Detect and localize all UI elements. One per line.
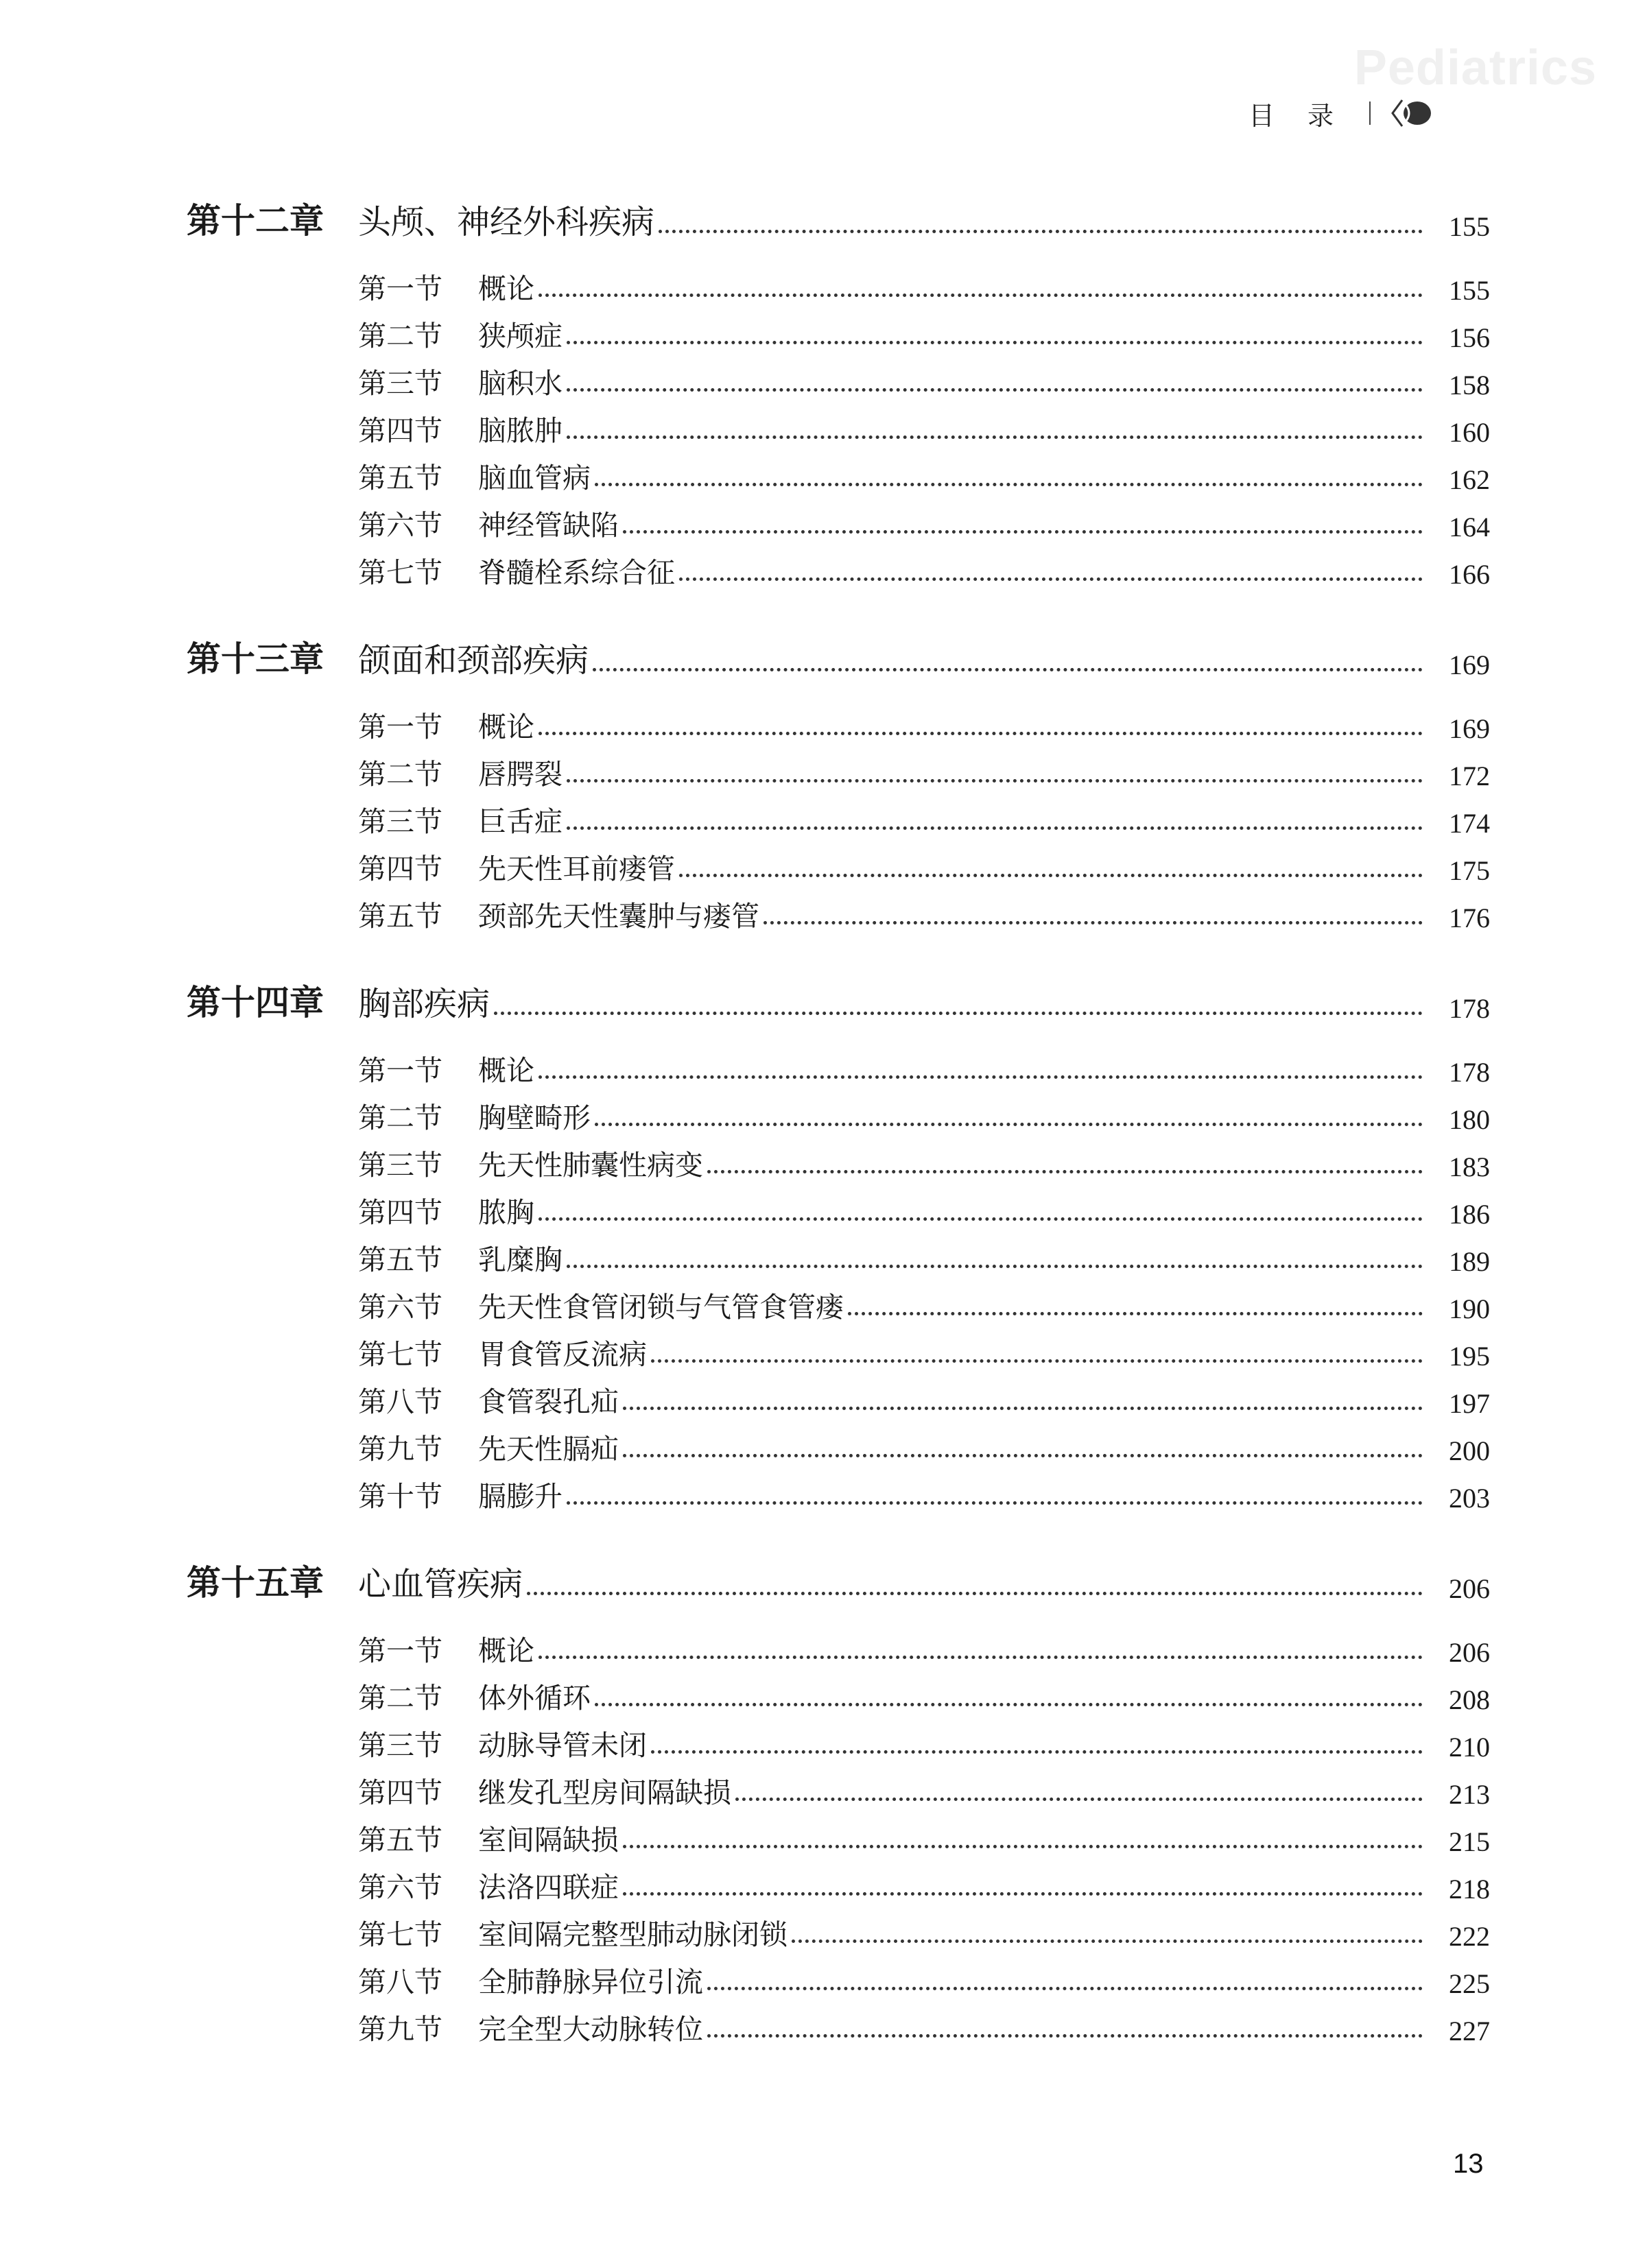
- section-title: 脑积水: [478, 367, 563, 400]
- section-page-number: 218: [1449, 1874, 1490, 1905]
- section-number: 第四节: [358, 1776, 442, 1809]
- toc-section-entry[interactable]: [187, 839, 1490, 887]
- section-title: 胸壁畸形: [478, 1101, 591, 1134]
- dot-leader: [595, 483, 1423, 486]
- dot-leader: [539, 1656, 1423, 1659]
- dot-leader: [623, 1892, 1423, 1896]
- section-title: 概论: [478, 1054, 534, 1087]
- section-number: 第三节: [358, 805, 442, 838]
- chapter-number: 第十二章: [187, 201, 324, 241]
- toc-section-entry[interactable]: [187, 1041, 1490, 1088]
- dot-leader: [539, 1075, 1423, 1079]
- dot-leader: [567, 779, 1423, 783]
- dot-leader: [567, 341, 1423, 344]
- section-title: 完全型大动脉转位: [478, 2013, 703, 2046]
- section-number: 第一节: [358, 711, 442, 743]
- section-number: 第六节: [358, 509, 442, 542]
- dot-leader: [567, 826, 1423, 830]
- section-page-number: 156: [1449, 322, 1490, 353]
- toc-section-entry[interactable]: [187, 697, 1490, 745]
- section-title: 狭颅症: [478, 320, 563, 353]
- section-number: 第八节: [358, 1385, 442, 1418]
- section-number: 第五节: [358, 900, 442, 933]
- dot-leader: [527, 1592, 1423, 1595]
- toc-section-entry[interactable]: [187, 1905, 1490, 1953]
- section-number: 第九节: [358, 2013, 442, 2046]
- section-number: 第四节: [358, 414, 442, 447]
- toc-section-entry[interactable]: [187, 307, 1490, 354]
- section-title: 概论: [478, 711, 534, 743]
- chapter-page-number: 155: [1449, 211, 1490, 242]
- chapter-title: 头颅、神经外科疾病: [358, 203, 655, 241]
- section-title: 膈膨升: [478, 1480, 563, 1513]
- section-page-number: 215: [1449, 1826, 1490, 1857]
- toc-section-entry[interactable]: [187, 1858, 1490, 1905]
- toc-section-entry[interactable]: [187, 496, 1490, 543]
- section-title: 全肺静脉异位引流: [478, 1966, 703, 1998]
- dot-leader: [707, 1170, 1423, 1173]
- dot-leader: [659, 230, 1423, 233]
- toc-section-entry[interactable]: [187, 449, 1490, 496]
- toc-section-entry[interactable]: [187, 1716, 1490, 1763]
- section-title: 室间隔完整型肺动脉闭锁: [478, 1918, 788, 1951]
- section-title: 先天性膈疝: [478, 1433, 619, 1466]
- dot-leader: [679, 577, 1423, 581]
- section-title: 先天性食管闭锁与气管食管瘘: [478, 1291, 844, 1324]
- section-page-number: 203: [1449, 1483, 1490, 1514]
- toc-section-entry[interactable]: [187, 1763, 1490, 1811]
- section-number: 第四节: [358, 1196, 442, 1229]
- dot-leader: [494, 1012, 1423, 1015]
- section-number: 第五节: [358, 1243, 442, 1276]
- section-number: 第三节: [358, 1729, 442, 1762]
- section-title: 神经管缺陷: [478, 509, 619, 542]
- page-number: 13: [1453, 2149, 1484, 2179]
- section-page-number: 183: [1449, 1151, 1490, 1182]
- section-title: 脑脓肿: [478, 414, 563, 447]
- section-number: 第七节: [358, 1918, 442, 1951]
- chapter-title: 颌面和颈部疾病: [358, 641, 589, 680]
- dot-leader: [651, 1750, 1423, 1754]
- section-number: 第五节: [358, 462, 442, 494]
- dot-leader: [679, 874, 1423, 877]
- section-page-number: 174: [1449, 808, 1490, 839]
- section-number: 第九节: [358, 1433, 442, 1466]
- chapter-page-number: 178: [1449, 993, 1490, 1024]
- running-header: [1248, 93, 1436, 134]
- running-title: 目录: [1248, 100, 1367, 131]
- toc-section-entry[interactable]: [187, 1811, 1490, 1858]
- dot-leader: [539, 294, 1423, 297]
- dot-leader: [707, 2034, 1423, 2038]
- section-page-number: 164: [1449, 512, 1490, 542]
- section-number: 第七节: [358, 556, 442, 589]
- section-page-number: 176: [1449, 903, 1490, 933]
- section-number: 第一节: [358, 1634, 442, 1667]
- section-number: 第六节: [358, 1291, 442, 1324]
- chapter-title: 心血管疾病: [358, 1565, 523, 1603]
- section-page-number: 180: [1449, 1104, 1490, 1135]
- section-number: 第八节: [358, 1966, 442, 1998]
- section-title: 概论: [478, 272, 534, 305]
- section-title: 脊髓栓系综合征: [478, 556, 675, 589]
- header-divider: [1369, 102, 1371, 125]
- dot-leader: [539, 1217, 1423, 1221]
- dot-leader: [792, 1939, 1423, 1943]
- dot-leader: [567, 1265, 1423, 1268]
- section-number: 第二节: [358, 320, 442, 353]
- dot-leader: [593, 668, 1423, 671]
- toc-section-entry[interactable]: [187, 1372, 1490, 1420]
- section-title: 概论: [478, 1634, 534, 1667]
- section-number: 第二节: [358, 1101, 442, 1134]
- section-number: 第七节: [358, 1338, 442, 1371]
- section-page-number: 172: [1449, 761, 1490, 791]
- section-title: 脑血管病: [478, 462, 591, 494]
- toc-chapter-entry[interactable]: [187, 199, 1490, 243]
- dot-leader: [595, 1123, 1423, 1126]
- section-page-number: 155: [1449, 275, 1490, 306]
- section-number: 第三节: [358, 367, 442, 400]
- chapter-number: 第十三章: [187, 639, 324, 679]
- toc-section-entry[interactable]: [187, 1669, 1490, 1716]
- toc-section-entry[interactable]: [187, 1621, 1490, 1669]
- toc-section-entry[interactable]: [187, 2000, 1490, 2047]
- dot-leader: [623, 1407, 1423, 1410]
- section-page-number: 222: [1449, 1921, 1490, 1952]
- dot-leader: [707, 1987, 1423, 1990]
- section-page-number: 200: [1449, 1435, 1490, 1466]
- section-title: 先天性耳前瘘管: [478, 852, 675, 885]
- section-title: 体外循环: [478, 1682, 591, 1715]
- chapter-number: 第十五章: [187, 1563, 324, 1603]
- section-page-number: 225: [1449, 1968, 1490, 1999]
- section-title: 乳糜胸: [478, 1243, 563, 1276]
- section-number: 第十节: [358, 1480, 442, 1513]
- toc-section-entry[interactable]: [187, 1136, 1490, 1183]
- section-title: 继发孔型房间隔缺损: [478, 1776, 731, 1809]
- section-number: 第一节: [358, 272, 442, 305]
- toc-section-entry[interactable]: [187, 1183, 1490, 1230]
- section-page-number: 160: [1449, 417, 1490, 448]
- toc-section-entry[interactable]: [187, 354, 1490, 401]
- toc-section-entry[interactable]: [187, 543, 1490, 590]
- section-page-number: 162: [1449, 464, 1490, 495]
- section-page-number: 186: [1449, 1199, 1490, 1230]
- section-title: 动脉导管未闭: [478, 1729, 647, 1762]
- section-title: 巨舌症: [478, 805, 563, 838]
- chapter-page-number: 206: [1449, 1573, 1490, 1604]
- section-page-number: 213: [1449, 1779, 1490, 1810]
- toc-section-entry[interactable]: [187, 1953, 1490, 2000]
- section-page-number: 169: [1449, 713, 1490, 744]
- dot-leader: [595, 1703, 1423, 1706]
- section-page-number: 190: [1449, 1293, 1490, 1324]
- book-logo-icon: [1388, 97, 1436, 129]
- section-number: 第二节: [358, 758, 442, 791]
- section-page-number: 208: [1449, 1684, 1490, 1715]
- section-number: 第五节: [358, 1824, 442, 1857]
- toc-section-entry[interactable]: [187, 745, 1490, 792]
- section-title: 脓胸: [478, 1196, 534, 1229]
- dot-leader: [848, 1312, 1423, 1315]
- toc-chapter-entry[interactable]: [187, 637, 1490, 681]
- dot-leader: [567, 1501, 1423, 1505]
- dot-leader: [764, 921, 1423, 924]
- section-number: 第六节: [358, 1871, 442, 1904]
- chapter-title: 胸部疾病: [358, 985, 490, 1023]
- toc-chapter-entry[interactable]: [187, 1561, 1490, 1605]
- section-page-number: 206: [1449, 1637, 1490, 1668]
- section-page-number: 175: [1449, 855, 1490, 886]
- section-page-number: 227: [1449, 2016, 1490, 2046]
- toc-section-entry[interactable]: [187, 1278, 1490, 1325]
- section-number: 第三节: [358, 1149, 442, 1182]
- chapter-page-number: 169: [1449, 649, 1490, 680]
- section-title: 先天性肺囊性病变: [478, 1149, 703, 1182]
- section-page-number: 158: [1449, 370, 1490, 401]
- section-title: 室间隔缺损: [478, 1824, 619, 1857]
- toc-section-entry[interactable]: [187, 1420, 1490, 1467]
- toc-section-entry[interactable]: [187, 1230, 1490, 1278]
- dot-leader: [539, 732, 1423, 735]
- section-title: 胃食管反流病: [478, 1338, 647, 1371]
- dot-leader: [567, 435, 1423, 439]
- section-page-number: 166: [1449, 559, 1490, 590]
- section-number: 第一节: [358, 1054, 442, 1087]
- toc-section-entry[interactable]: [187, 887, 1490, 934]
- section-title: 颈部先天性囊肿与瘘管: [478, 900, 759, 933]
- section-title: 唇腭裂: [478, 758, 563, 791]
- dot-leader: [567, 388, 1423, 392]
- toc-section-entry[interactable]: [187, 401, 1490, 449]
- dot-leader: [623, 1845, 1423, 1848]
- section-number: 第二节: [358, 1682, 442, 1715]
- toc-section-entry[interactable]: [187, 1325, 1490, 1372]
- toc-section-entry[interactable]: [187, 1467, 1490, 1514]
- dot-leader: [623, 1454, 1423, 1457]
- section-page-number: 197: [1449, 1388, 1490, 1419]
- toc-section-entry[interactable]: [187, 259, 1490, 307]
- section-title: 法洛四联症: [478, 1871, 619, 1904]
- toc-section-entry[interactable]: [187, 792, 1490, 839]
- section-page-number: 195: [1449, 1341, 1490, 1372]
- section-page-number: 189: [1449, 1246, 1490, 1277]
- dot-leader: [735, 1798, 1423, 1801]
- dot-leader: [651, 1359, 1423, 1363]
- toc-chapter-entry[interactable]: [187, 981, 1490, 1025]
- toc-section-entry[interactable]: [187, 1088, 1490, 1136]
- dot-leader: [623, 530, 1423, 534]
- section-page-number: 178: [1449, 1057, 1490, 1088]
- section-page-number: 210: [1449, 1732, 1490, 1763]
- chapter-number: 第十四章: [187, 983, 324, 1023]
- pediatrics-watermark: Pediatrics: [1353, 40, 1597, 95]
- section-number: 第四节: [358, 852, 442, 885]
- table-of-contents: [187, 199, 1490, 2047]
- section-title: 食管裂孔疝: [478, 1385, 619, 1418]
